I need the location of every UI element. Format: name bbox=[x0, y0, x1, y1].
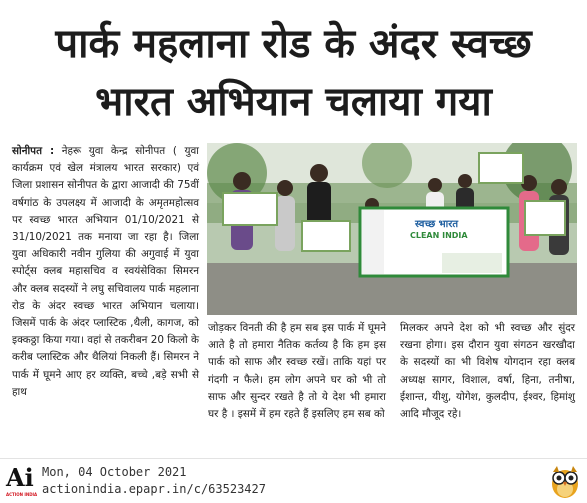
action-india-logo bbox=[6, 465, 36, 499]
article-column-1 bbox=[12, 143, 199, 401]
article-column-3 bbox=[400, 320, 575, 423]
logo-caption: ACTION INDIA bbox=[6, 492, 38, 497]
photo-illustration bbox=[207, 143, 577, 315]
publication-date: Mon, 04 October 2021 bbox=[42, 465, 187, 479]
dateline: सोनीपत : bbox=[12, 145, 55, 157]
banner-title: स्वच्छ भारत bbox=[415, 219, 459, 230]
epaper-link[interactable]: actionindia.epapr.in/c/63523427 bbox=[42, 482, 266, 496]
footer bbox=[0, 458, 587, 503]
logo-letters: Ai bbox=[6, 463, 34, 492]
headline-line-2: भारत अभियान चलाया गया bbox=[95, 79, 492, 125]
headline-line-1: पार्क महलाना रोड के अंदर स्वच्छ bbox=[55, 21, 532, 67]
article-text-2: जोड़कर विनती की है हम सब इस पार्क में घूमने आते है तो हमारा नैतिक कर्तव्य है कि हम इस पार्क को साफ और स्वच्छ रखें। ताकि यहां पर गंदगी न फैले। हम लोग अपने घर को भी तो साफ और सुन्दर रखते है तो ये देश भी हमारा घर है । इसमें में हम रहते हैं इसलिए हम सब को bbox=[208, 322, 386, 421]
owl-mascot-icon bbox=[549, 463, 581, 499]
footer-meta bbox=[42, 464, 266, 498]
banner-subtitle: CLEAN INDIA bbox=[410, 231, 468, 240]
article-column-2 bbox=[208, 320, 386, 423]
news-photo bbox=[207, 143, 577, 315]
article-text-3: मिलकर अपने देश को भी स्वच्छ और सुंदर रखना होगा। इस दौरान युवा संगठन खरखौदा के सदस्यों का भी विशेष योगदान रहा क्लब अध्यक्ष सागर, विशाल, वर्षा, हिना, तनीषा, ईशान्त, यीशु, योगेश, कुलदीप, ईश्वर, हिमांशु आदि मौजूद रहे। bbox=[400, 322, 575, 421]
article-text-1: नेहरू युवा केन्द्र सोनीपत ( युवा कार्यक्रम एवं खेल मंत्रालय भारत सरकार) एवं जिला प्रशासन सोनीपत के द्वारा आजादी की 75वीं वर्षगांठ के उपलक्ष्य में आजादी के अमृतमहोत्सव पर स्वच्छ भारत अभियान 01/10/2021 से 31/10/2021 तक मनाया जा रहा है। जिला युवा अधिकारी नवीन गुलिया की अगुवाई में युवा स्पोर्ट्स क्लब महासचिव व स्वयंसेविका सिमरन और क्लब सदस्यों ने लघु सचिवालय पार्क महलाना रोड के अंदर स्वच्छ भारत अभियान चलाया। जिसमें पार्क के अंदर प्लास्टिक ,थैली, कागज, को इक्कठ्ठा किया गया। वहां से तकरीबन 20 किलो के करीब प्लास्टिक और थैलियां निकली हैं। सिमरन ने पार्क में घूमने आए हर व्यक्ति, बच्चे ,बड़े सभी से हाथ bbox=[12, 145, 199, 398]
